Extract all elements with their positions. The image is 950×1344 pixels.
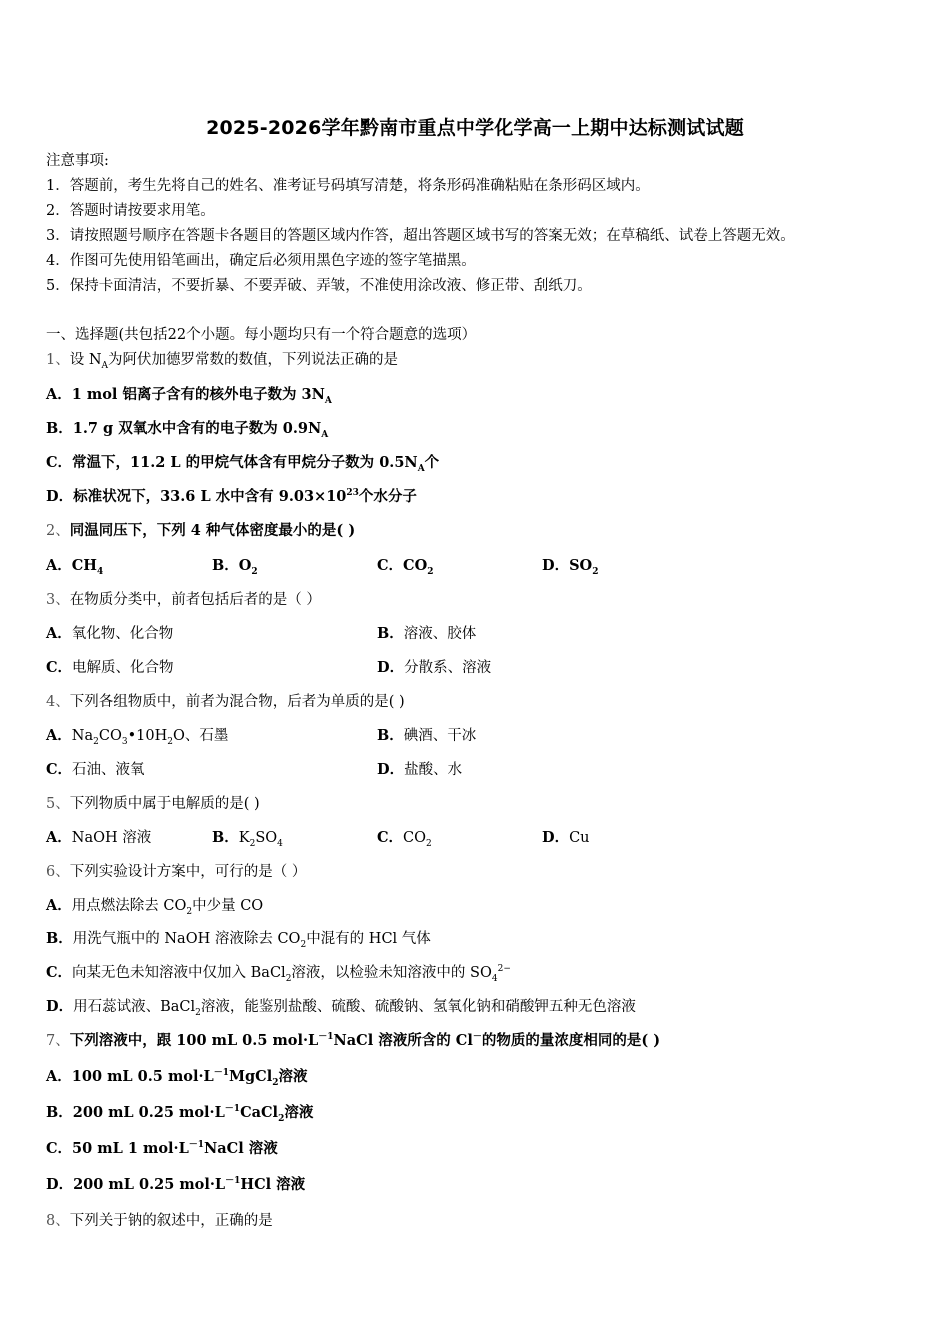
notice-item-2: 2．答题时请按要求用笔。 bbox=[46, 203, 215, 219]
question-6-option-a[interactable]: A．用点燃法除去 $CO_2$中少量 CO bbox=[46, 897, 264, 917]
question-4-option-a[interactable]: A．$Na_2CO_3•10H_2O$、石墨 bbox=[46, 727, 229, 747]
question-7-option-b[interactable]: B．200 mL 0.25 $mol\cdot L^{-1}CaCl_2$溶液 bbox=[46, 1104, 314, 1124]
page-title: 2025-2026学年黔南市重点中学化学高一上期中达标测试试题 bbox=[206, 117, 744, 139]
notice-item-3: 3．请按照题号顺序在答题卡各题目的答题区域内作答，超出答题区域书写的答案无效；在草稿纸、试卷上答题无效。 bbox=[46, 228, 795, 244]
question-3-option-a[interactable]: A．氧化物、化合物 bbox=[46, 625, 174, 642]
question-3-option-c[interactable]: C．电解质、化合物 bbox=[46, 659, 174, 676]
question-3-stem: 3、在物质分类中，前者包括后者的是（ ） bbox=[46, 592, 321, 608]
question-1-stem: 1、设 $N_A$为阿伏加德罗常数的数值，下列说法正确的是 bbox=[46, 352, 399, 371]
question-1-option-d[interactable]: D．标准状况下，33.6 L 水中含有 $9.03\times 10^{23}$个水分子 bbox=[46, 488, 417, 505]
question-3-option-b[interactable]: B．溶液、胶体 bbox=[377, 625, 477, 642]
question-4-option-c[interactable]: C．石油、液氧 bbox=[46, 761, 145, 778]
question-2-option-a[interactable]: A．$CH_4$ bbox=[46, 557, 104, 577]
question-4-option-d[interactable]: D．盐酸、水 bbox=[377, 761, 463, 778]
question-7-option-c[interactable]: C．50 mL 1 $mol\cdot L^{-1}NaCl$ 溶液 bbox=[46, 1140, 278, 1157]
question-6-option-d[interactable]: D．用石蕊试液、BaCl$_2$溶液，能鉴别盐酸、硫酸、硫酸钠、氢氧化钠和硝酸钾五种无色溶液 bbox=[46, 998, 636, 1018]
question-5-stem: 5、下列物质中属于电解质的是( ) bbox=[46, 796, 260, 812]
notice-item-1: 1．答题前，考生先将自己的姓名、准考证号码填写清楚，将条形码准确粘贴在条形码区域内。 bbox=[46, 178, 650, 194]
question-7-stem: 7、下列溶液中，跟 100 mL 0.5 $mol\cdot L^{-1}NaCl$ 溶液所含的 Cl－的物质的量浓度相同的是( ) bbox=[46, 1032, 661, 1049]
question-2-option-d[interactable]: D．$SO_2$ bbox=[542, 557, 599, 577]
question-2-stem: 2、同温同压下，下列 4 种气体密度最小的是( ) bbox=[46, 522, 356, 539]
question-5-option-b[interactable]: B．$K_2SO_4$ bbox=[212, 829, 283, 849]
question-5-option-a[interactable]: A．NaOH 溶液 bbox=[46, 829, 152, 846]
question-6-option-c[interactable]: C．向某无色未知溶液中仅加入 BaCl$_2$溶液，以检验未知溶液中的 $SO_4^{2-}$ bbox=[46, 964, 511, 984]
question-6-option-b[interactable]: B．用洗气瓶中的 NaOH 溶液除去 $CO_2$中混有的 HCl 气体 bbox=[46, 930, 431, 950]
question-3-option-d[interactable]: D．分散系、溶液 bbox=[377, 659, 492, 676]
notice-heading: 注意事项: bbox=[46, 153, 109, 169]
notice-item-5: 5．保持卡面清洁，不要折暴、不要弄破、弄皱，不准使用涂改液、修正带、刮纸刀。 bbox=[46, 278, 592, 294]
question-2-option-c[interactable]: C．$CO_2$ bbox=[377, 557, 434, 577]
question-7-option-a[interactable]: A．100 mL 0.5 $mol\cdot L^{-1}MgCl_2$溶液 bbox=[46, 1068, 308, 1088]
section-heading: 一、选择题(共包括22个小题。每小题均只有一个符合题意的选项） bbox=[46, 327, 477, 343]
question-4-option-b[interactable]: B．碘酒、干冰 bbox=[377, 727, 477, 744]
question-8-stem: 8、下列关于钠的叙述中，正确的是 bbox=[46, 1213, 273, 1229]
question-2-option-b[interactable]: B．$O_2$ bbox=[212, 557, 258, 577]
question-5-option-d[interactable]: D．Cu bbox=[542, 829, 590, 846]
notice-item-4: 4．作图可先使用铅笔画出，确定后必须用黑色字迹的签字笔描黑。 bbox=[46, 253, 476, 269]
question-5-option-c[interactable]: C．$CO_2$ bbox=[377, 829, 432, 849]
question-6-stem: 6、下列实验设计方案中，可行的是（ ） bbox=[46, 864, 307, 880]
question-1-option-a[interactable]: A．1 mol 铝离子含有的核外电子数为 $3N_A$ bbox=[46, 386, 332, 406]
question-4-stem: 4、下列各组物质中，前者为混合物，后者为单质的是( ) bbox=[46, 694, 405, 710]
question-7-option-d[interactable]: D．200 mL 0.25 $mol\cdot L^{-1}HCl$ 溶液 bbox=[46, 1176, 306, 1193]
question-1-option-b[interactable]: B．1.7 g 双氧水中含有的电子数为 $0.9N_A$ bbox=[46, 420, 329, 440]
question-1-option-c[interactable]: C．常温下，11.2 L 的甲烷气体含有甲烷分子数为 $0.5N_A$个 bbox=[46, 454, 440, 474]
